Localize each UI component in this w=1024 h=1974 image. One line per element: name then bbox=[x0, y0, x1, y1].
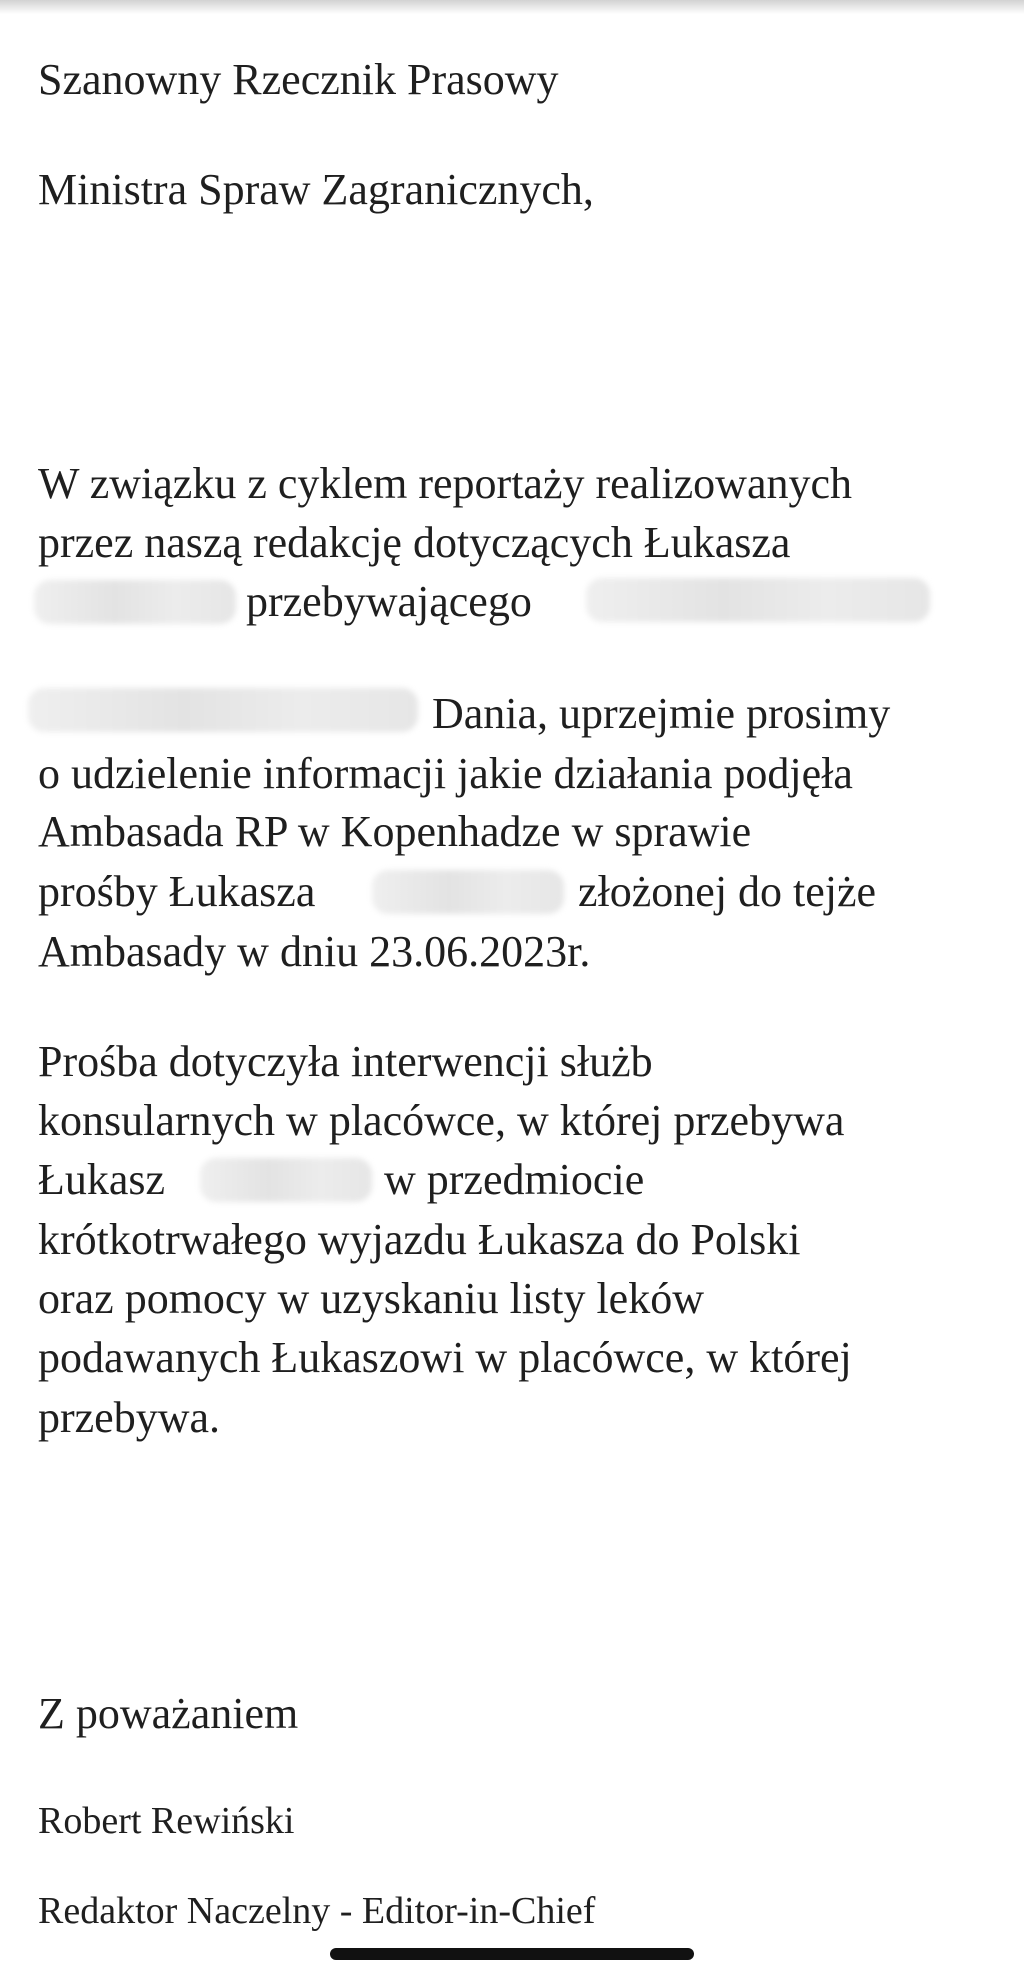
redacted-surname-3 bbox=[200, 1158, 372, 1202]
paragraph-1-line-6: Ambasada RP w Kopenhadze w sprawie bbox=[38, 807, 752, 856]
redacted-location-2 bbox=[28, 688, 418, 732]
paragraph-1-line-3: przebywającego bbox=[246, 577, 532, 626]
redacted-location bbox=[586, 578, 930, 622]
paragraph-2-line-7: przebywa. bbox=[38, 1393, 221, 1442]
paragraph-2-line-1: Prośba dotyczyła interwencji służb bbox=[38, 1037, 653, 1086]
paragraph-1-line-7b: złożonej do tejże bbox=[578, 867, 877, 916]
paragraph-1-line-2: przez naszą redakcję dotyczących Łukasza bbox=[38, 518, 791, 567]
salutation-line-1: Szanowny Rzecznik Prasowy bbox=[38, 55, 559, 104]
paragraph-1-line-8: Ambasady w dniu 23.06.2023r. bbox=[38, 927, 591, 976]
closing: Z poważaniem bbox=[38, 1689, 299, 1738]
paragraph-2-line-6: podawanych Łukaszowi w placówce, w której bbox=[38, 1333, 852, 1382]
paragraph-2-line-2: konsularnych w placówce, w której przebywa bbox=[38, 1096, 845, 1145]
home-indicator[interactable] bbox=[330, 1948, 694, 1960]
paragraph-1-line-1: W związku z cyklem reportaży realizowanych bbox=[38, 459, 852, 508]
signature-name: Robert Rewiński bbox=[38, 1800, 295, 1842]
signature-title: Redaktor Naczelny - Editor-in-Chief bbox=[38, 1890, 596, 1932]
paragraph-1-line-7a: prośby Łukasza bbox=[38, 867, 316, 916]
redacted-surname-2 bbox=[372, 870, 564, 914]
paragraph-2-line-5: oraz pomocy w uzyskaniu listy leków bbox=[38, 1274, 704, 1323]
redacted-surname bbox=[34, 580, 236, 624]
paragraph-1-line-5: o udzielenie informacji jakie działania podjęła bbox=[38, 749, 853, 798]
paragraph-2-line-4: krótkotrwałego wyjazdu Łukasza do Polski bbox=[38, 1215, 801, 1264]
paragraph-1-line-4: Dania, uprzejmie prosimy bbox=[432, 689, 891, 738]
paragraph-2-line-3a: Łukasz bbox=[38, 1155, 166, 1204]
paragraph-2-line-3b: w przedmiocie bbox=[384, 1155, 645, 1204]
top-edge-shadow bbox=[0, 0, 1024, 14]
salutation-line-2: Ministra Spraw Zagranicznych, bbox=[38, 165, 594, 214]
